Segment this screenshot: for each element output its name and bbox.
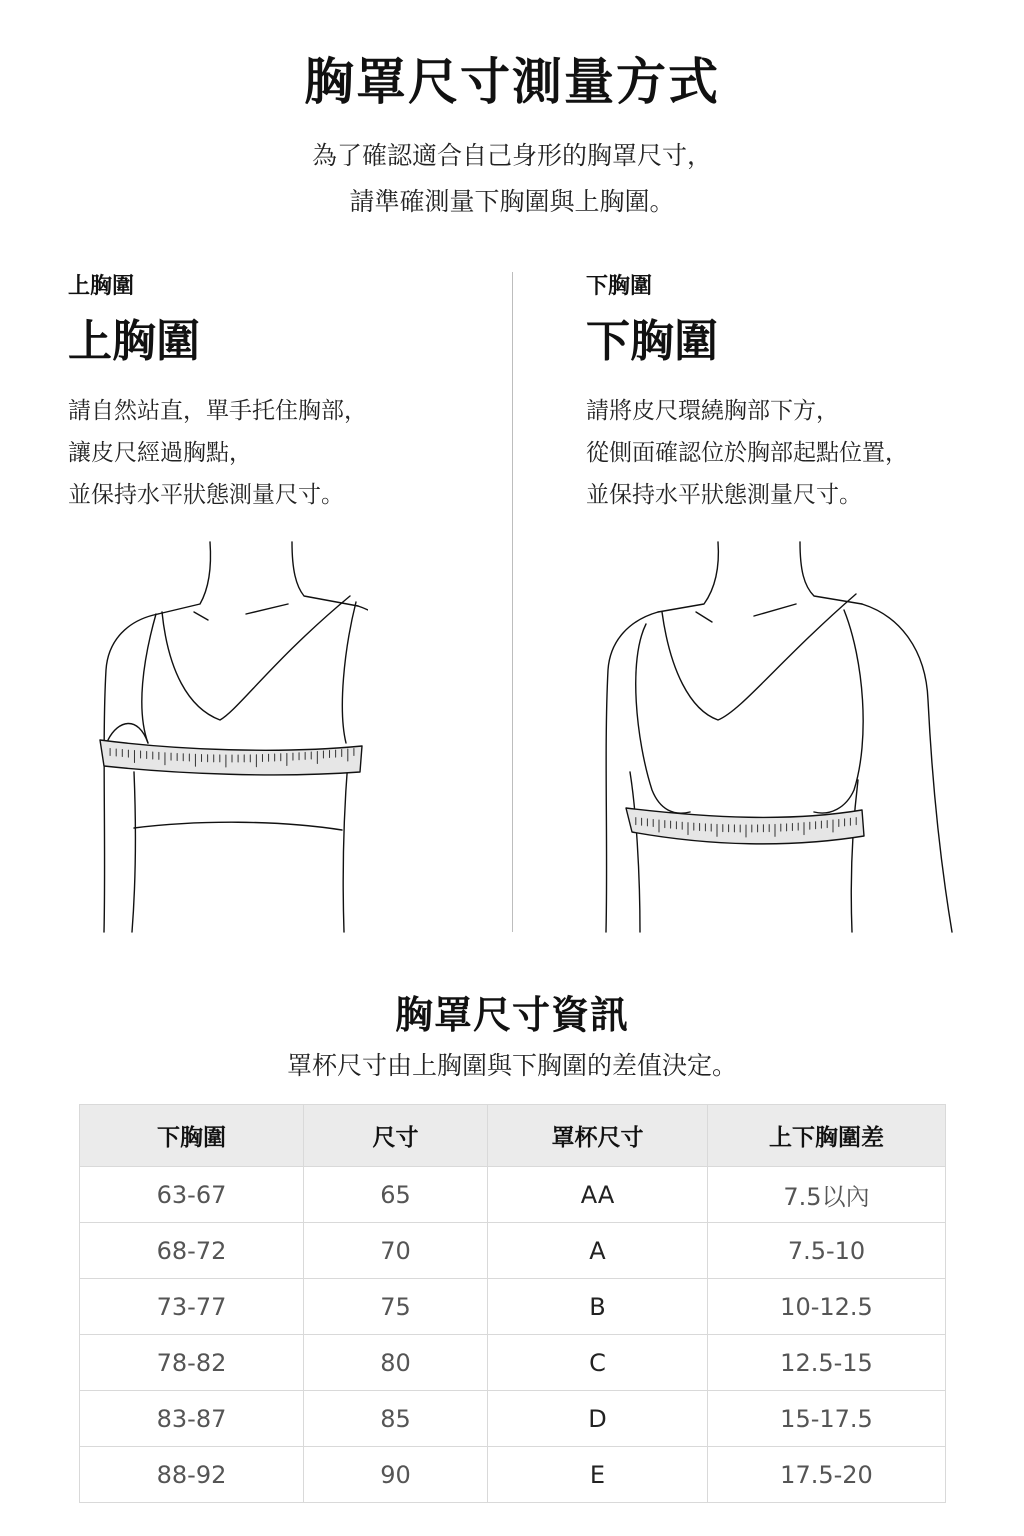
size-info-title: 胸罩尺寸資訊: [394, 993, 629, 1037]
desc-line: 並保持水平狀態測量尺寸。: [68, 482, 344, 508]
torso-figure: [104, 542, 368, 932]
intro-line: 請準確測量下胸圍與上胸圍。: [349, 187, 675, 216]
intro-text: [0, 133, 1024, 225]
cell-cup: C: [488, 1335, 708, 1391]
cell-size: 65: [304, 1167, 488, 1223]
desc-line: 請將皮尺環繞胸部下方，: [586, 398, 839, 424]
cell-difference: 15-17.5: [708, 1391, 946, 1447]
table-header-row: [80, 1105, 946, 1167]
header-bust-difference: 上下胸圍差: [708, 1105, 946, 1167]
upper-bust-section: [68, 270, 508, 516]
cell-difference: 17.5-20: [708, 1447, 946, 1503]
cell-cup: AA: [488, 1167, 708, 1223]
cell-cup: B: [488, 1279, 708, 1335]
under-bust-small-label: 下胸圍: [586, 274, 653, 299]
column-divider: [512, 272, 513, 932]
cell-under-bust: 88-92: [80, 1447, 304, 1503]
cell-difference: 10-12.5: [708, 1279, 946, 1335]
measuring-tape: [100, 740, 362, 775]
cell-size: 85: [304, 1391, 488, 1447]
under-bust-heading: 下胸圍: [586, 316, 718, 367]
cell-size: 75: [304, 1279, 488, 1335]
desc-line: 讓皮尺經過胸點，: [68, 440, 252, 466]
cell-under-bust: 73-77: [80, 1279, 304, 1335]
upper-bust-illustration: [98, 540, 368, 934]
intro-line: 為了確認適合自己身形的胸罩尺寸，: [311, 141, 712, 170]
under-bust-illustration: [600, 540, 960, 934]
desc-line: 請自然站直，單手托住胸部，: [68, 398, 367, 424]
cell-difference: 7.5-10: [708, 1223, 946, 1279]
header-size: 尺寸: [304, 1105, 488, 1167]
desc-line: 並保持水平狀態測量尺寸。: [586, 482, 862, 508]
table-row: [80, 1447, 946, 1503]
cell-under-bust: 63-67: [80, 1167, 304, 1223]
torso-figure: [606, 542, 952, 932]
cell-under-bust: 83-87: [80, 1391, 304, 1447]
upper-bust-heading: 上胸圍: [68, 316, 200, 367]
upper-bust-description: [68, 390, 508, 516]
measuring-tape: [626, 808, 864, 844]
cell-under-bust: 78-82: [80, 1335, 304, 1391]
table-row: [80, 1279, 946, 1335]
upper-bust-small-label: 上胸圍: [68, 274, 135, 299]
cell-difference: 12.5-15: [708, 1335, 946, 1391]
under-bust-section: [586, 270, 1024, 516]
table-row: [80, 1391, 946, 1447]
cell-difference: 7.5以內: [708, 1167, 946, 1223]
under-bust-description: [586, 390, 1024, 516]
table-row: [80, 1223, 946, 1279]
table-row: [80, 1335, 946, 1391]
cell-size: 90: [304, 1447, 488, 1503]
cell-cup: D: [488, 1391, 708, 1447]
table-row: [80, 1167, 946, 1223]
desc-line: 從側面確認位於胸部起點位置，: [586, 440, 908, 466]
header-cup-size: 罩杯尺寸: [488, 1105, 708, 1167]
cell-size: 80: [304, 1335, 488, 1391]
cell-size: 70: [304, 1223, 488, 1279]
page-title: 胸罩尺寸測量方式: [304, 53, 720, 111]
size-table: [79, 1104, 946, 1503]
header-under-bust: 下胸圍: [80, 1105, 304, 1167]
cell-under-bust: 68-72: [80, 1223, 304, 1279]
size-info-subtitle: 罩杯尺寸由上胸圍與下胸圍的差值決定。: [286, 1051, 737, 1080]
cell-cup: A: [488, 1223, 708, 1279]
cell-cup: E: [488, 1447, 708, 1503]
